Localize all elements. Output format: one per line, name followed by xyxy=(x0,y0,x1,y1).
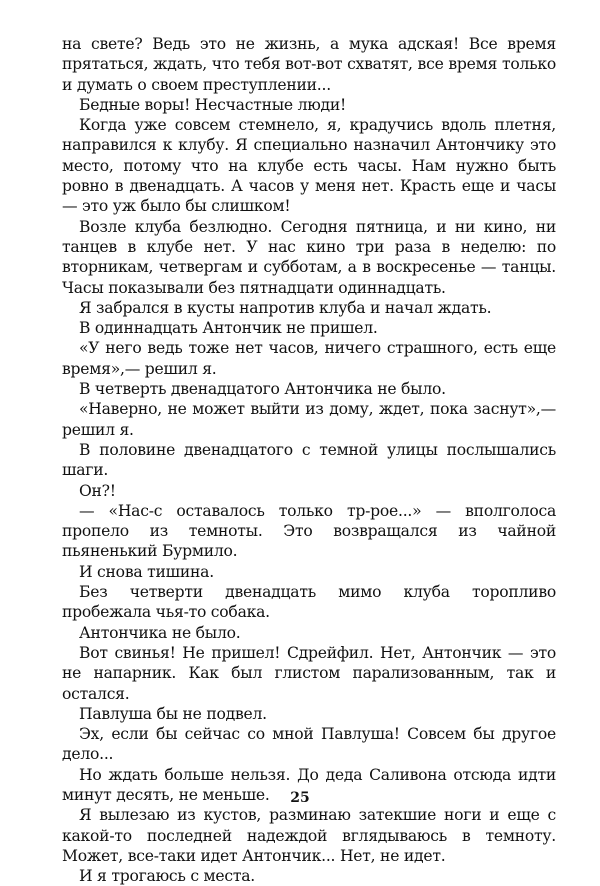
paragraph: — «Нас-с оставалось только тр-рое...» — вполголоса пропело из темноты. Это возвращался из чайной пьяненький Бурмило. xyxy=(62,501,556,561)
paragraph: Я забрался в кусты напротив клуба и начал ждать. xyxy=(79,298,492,317)
paragraph: на свете? Ведь это не жизнь, а мука адская! Все время прятаться, ждать, что тебя вот-вот схватят, все время только и думать о своем преступлении... xyxy=(62,35,556,94)
paragraph: В половине двенадцатого с темной улицы послышались шаги. xyxy=(62,440,556,480)
paragraph: Павлуша бы не подвел. xyxy=(79,704,267,723)
paragraph: Эх, если бы сейчас со мной Павлуша! Совсем бы другое дело... xyxy=(62,725,556,764)
paragraph: Он?! xyxy=(79,481,116,500)
paragraph: В одиннадцать Антончик не пришел. xyxy=(79,319,378,338)
paragraph: Когда уже совсем стемнело, я, крадучись вдоль плетня, направился к клубу. Я специально назначил Антончику это место, потому что на клубе есть часы. Нам нужно быть ровно в двенадцать. А часов у меня нет. Красть еще и часы — это уж было бы слишком! xyxy=(62,116,556,216)
paragraph: И снова тишина. xyxy=(79,562,214,581)
paragraph: Возле клуба безлюдно. Сегодня пятница, и ни кино, ни танцев в клубе нет. У нас кино три раза в неделю: по вторникам, четвергам и субботам, а в воскресенье — танцы. Часы показывали без пятнадцати одиннадцать. xyxy=(62,217,556,297)
paragraph: «У него ведь тоже нет часов, ничего страшного, есть еще время»,— решил я. xyxy=(62,339,556,378)
paragraph: Но ждать больше нельзя. До деда Саливона отсюда идти минут десять, не меньше. xyxy=(62,765,556,804)
paragraph: Вот свинья! Не пришел! Сдрейфил. Нет, Антончик — это не напарник. Как был глистом парализованным, так и остался. xyxy=(62,643,556,703)
paragraph: Антончика не было. xyxy=(79,623,241,642)
paragraph: Без четверти двенадцать мимо клуба торопливо пробежала чья-то собака. xyxy=(62,583,556,622)
body-text xyxy=(62,34,556,886)
paragraph: И я трогаюсь с места. xyxy=(79,867,255,886)
paragraph: Бедные воры! Несчастные люди! xyxy=(79,95,347,114)
page-number: 25 xyxy=(290,790,310,806)
paragraph: «Наверно, не может выйти из дому, ждет, пока заснут»,— решил я. xyxy=(62,400,556,439)
paragraph: Я вылезаю из кустов, разминаю затекшие ноги и еще с какой-то последней надеждой вглядываюсь в темноту. Может, все-таки идет Антончик... Нет, не идет. xyxy=(62,806,556,865)
paragraph: В четверть двенадцатого Антончика не было. xyxy=(79,380,446,399)
